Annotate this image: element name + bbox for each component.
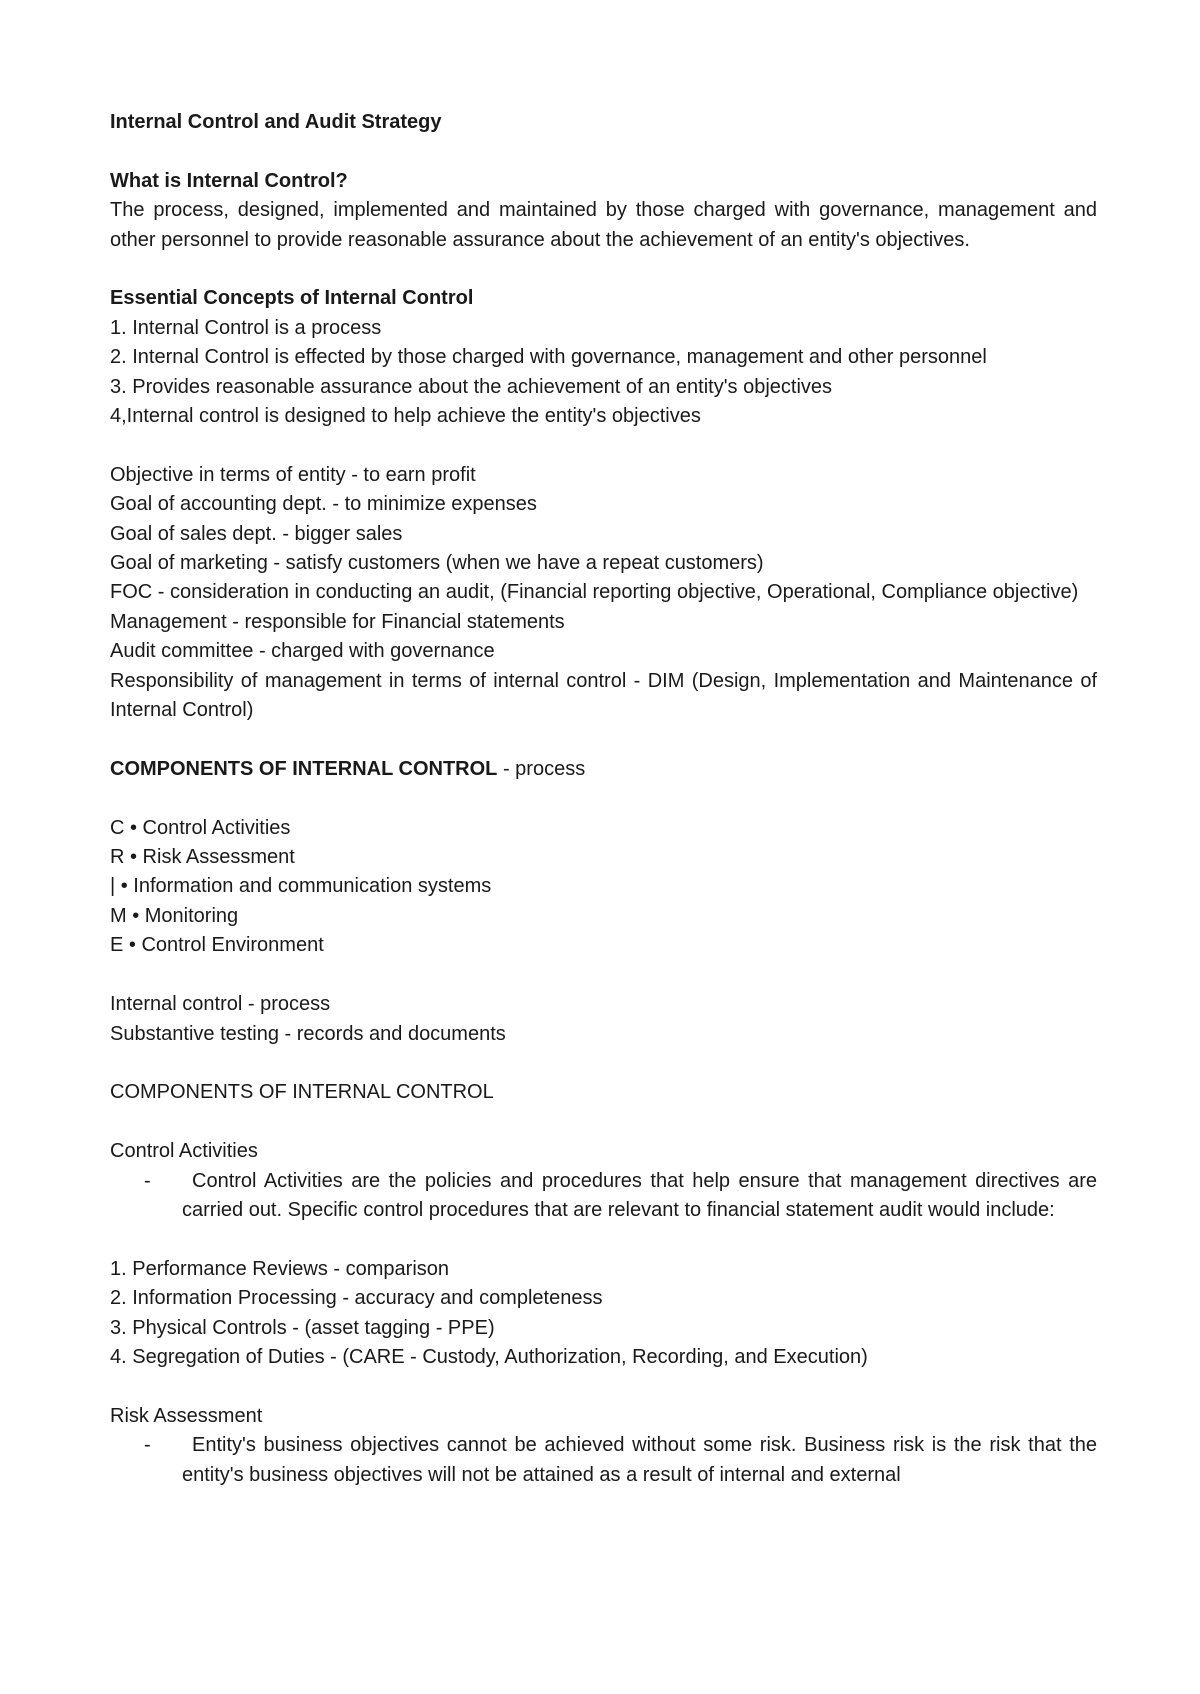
management-line: Management - responsible for Financial statements <box>110 610 565 633</box>
spacer <box>110 431 1097 460</box>
risk-assessment-text <box>182 1431 1097 1490</box>
essential-concepts-heading: Essential Concepts of Internal Control <box>110 287 474 310</box>
dash-marker: - <box>144 1169 151 1192</box>
control-activities-heading: Control Activities <box>110 1140 258 1163</box>
risk-assessment-bullet <box>110 1431 1097 1490</box>
responsibility-paragraph: Responsibility of management in terms of internal control - DIM (Design, Implementation and Maintenance of Internal Control) <box>110 669 1097 722</box>
spacer <box>110 1049 1097 1078</box>
objective-line: Goal of marketing - satisfy customers (when we have a repeat customers) <box>110 552 764 575</box>
component-item: C • Control Activities <box>110 816 291 839</box>
control-procedure-item: 2. Information Processing - accuracy and completeness <box>110 1287 603 1310</box>
control-procedure-item: 1. Performance Reviews - comparison <box>110 1257 450 1280</box>
component-item: M • Monitoring <box>110 904 239 927</box>
spacer <box>110 784 1097 813</box>
concept-item: 4,Internal control is designed to help achieve the entity's objectives <box>110 405 701 428</box>
spacer <box>110 1225 1097 1254</box>
objective-line: Goal of accounting dept. - to minimize expenses <box>110 493 537 516</box>
control-activities-text <box>182 1167 1097 1226</box>
components-heading <box>110 755 1097 784</box>
concept-item: 3. Provides reasonable assurance about the achievement of an entity's objectives <box>110 375 833 398</box>
spacer <box>110 1108 1097 1137</box>
objective-line: Goal of sales dept. - bigger sales <box>110 522 403 545</box>
concept-item: 1. Internal Control is a process <box>110 316 382 339</box>
control-activities-text-body: Control Activities are the policies and procedures that help ensure that management directives are carried out. Specific control procedures that are relevant to financial statement audit would include: <box>182 1169 1097 1221</box>
risk-assessment-text-body: Entity's business objectives cannot be achieved without some risk. Business risk is the risk that the entity's business objectives will not be attained as a result of internal and external <box>182 1434 1097 1486</box>
control-activities-bullet <box>110 1167 1097 1226</box>
note-line: Substantive testing - records and documents <box>110 1022 506 1045</box>
spacer <box>110 961 1097 990</box>
component-item: R • Risk Assessment <box>110 846 295 869</box>
spacer <box>110 137 1097 166</box>
component-item: E • Control Environment <box>110 934 324 957</box>
document-title: Internal Control and Audit Strategy <box>110 111 442 133</box>
objective-line: Objective in terms of entity - to earn profit <box>110 463 476 486</box>
spacer <box>110 725 1097 754</box>
what-is-heading: What is Internal Control? <box>110 169 348 192</box>
control-procedure-item: 4. Segregation of Duties - (CARE - Custody, Authorization, Recording, and Execution) <box>110 1345 868 1368</box>
control-procedure-item: 3. Physical Controls - (asset tagging - PPE) <box>110 1316 495 1339</box>
note-line: Internal control - process <box>110 993 331 1016</box>
foc-paragraph: FOC - consideration in conducting an audit, (Financial reporting objective, Operational, Compliance objective) <box>110 581 1079 604</box>
components-heading-suffix: - process <box>497 757 586 780</box>
concept-item: 2. Internal Control is effected by those charged with governance, management and other personnel <box>110 346 987 369</box>
spacer <box>110 255 1097 284</box>
definition-paragraph: The process, designed, implemented and maintained by those charged with governance, management and other personnel to provide reasonable assurance about the achievement of an entity's objectives. <box>110 199 1097 251</box>
risk-assessment-heading: Risk Assessment <box>110 1404 263 1427</box>
spacer <box>110 1372 1097 1401</box>
components-heading-2: COMPONENTS OF INTERNAL CONTROL <box>110 1081 494 1104</box>
dash-marker: - <box>144 1434 151 1457</box>
components-heading-bold: COMPONENTS OF INTERNAL CONTROL <box>110 757 498 780</box>
component-item: | • Information and communication systems <box>110 875 492 898</box>
audit-committee-line: Audit committee - charged with governance <box>110 640 495 663</box>
